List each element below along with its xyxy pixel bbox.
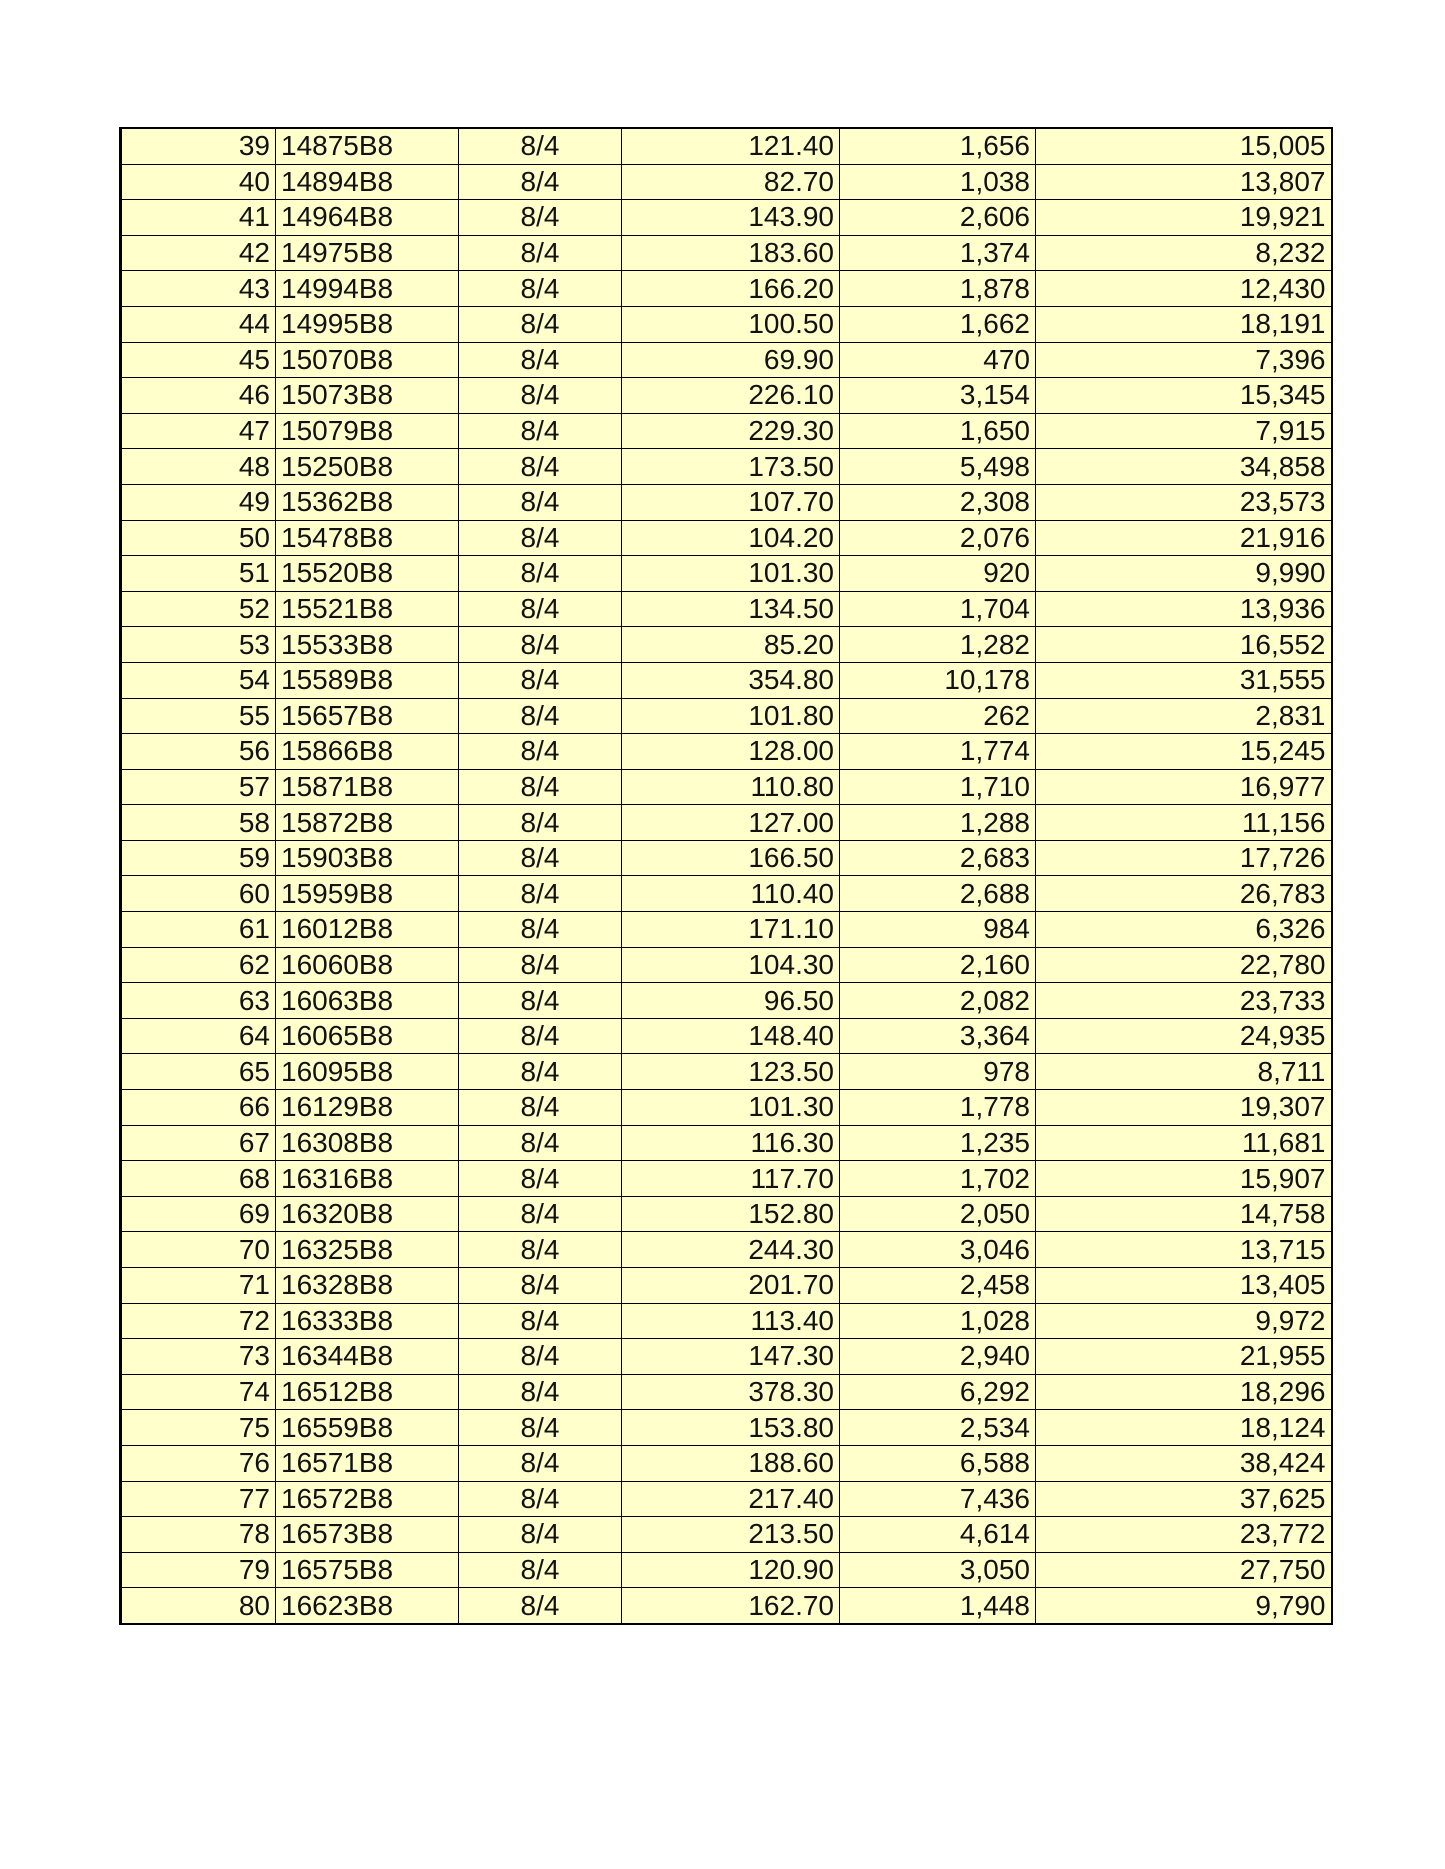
value-c-cell: 21,916 — [1036, 520, 1332, 556]
row-number-cell: 77 — [121, 1481, 276, 1517]
table-row — [121, 662, 1332, 698]
value-a-cell: 69.90 — [622, 342, 840, 378]
row-number-cell: 58 — [121, 805, 276, 841]
row-number-cell: 39 — [121, 128, 276, 164]
item-id-cell: 16572B8 — [276, 1481, 459, 1517]
item-id-cell: 15250B8 — [276, 449, 459, 485]
item-id-cell: 16559B8 — [276, 1410, 459, 1446]
thickness-cell: 8/4 — [459, 1588, 622, 1624]
value-b-cell: 3,154 — [840, 378, 1036, 414]
thickness-cell: 8/4 — [459, 734, 622, 770]
value-a-cell: 110.40 — [622, 876, 840, 912]
row-number-cell: 42 — [121, 235, 276, 271]
item-id-cell: 16129B8 — [276, 1090, 459, 1126]
value-b-cell: 3,046 — [840, 1232, 1036, 1268]
value-c-cell: 13,405 — [1036, 1268, 1332, 1304]
table-row — [121, 484, 1332, 520]
table-row — [121, 1161, 1332, 1197]
table-row — [121, 235, 1332, 271]
value-c-cell: 18,124 — [1036, 1410, 1332, 1446]
row-number-cell: 78 — [121, 1517, 276, 1553]
value-c-cell: 23,733 — [1036, 983, 1332, 1019]
item-id-cell: 16344B8 — [276, 1339, 459, 1375]
row-number-cell: 66 — [121, 1090, 276, 1126]
thickness-cell: 8/4 — [459, 1090, 622, 1126]
row-number-cell: 71 — [121, 1268, 276, 1304]
value-c-cell: 15,005 — [1036, 128, 1332, 164]
row-number-cell: 59 — [121, 840, 276, 876]
value-a-cell: 166.50 — [622, 840, 840, 876]
value-c-cell: 13,807 — [1036, 164, 1332, 200]
item-id-cell: 16063B8 — [276, 983, 459, 1019]
table-row — [121, 876, 1332, 912]
value-b-cell: 6,292 — [840, 1374, 1036, 1410]
item-id-cell: 15959B8 — [276, 876, 459, 912]
item-id-cell: 14964B8 — [276, 200, 459, 236]
table-row — [121, 200, 1332, 236]
row-number-cell: 57 — [121, 769, 276, 805]
row-number-cell: 51 — [121, 556, 276, 592]
thickness-cell: 8/4 — [459, 1374, 622, 1410]
row-number-cell: 62 — [121, 947, 276, 983]
item-id-cell: 16575B8 — [276, 1552, 459, 1588]
table-row — [121, 627, 1332, 663]
row-number-cell: 50 — [121, 520, 276, 556]
value-a-cell: 120.90 — [622, 1552, 840, 1588]
value-b-cell: 2,082 — [840, 983, 1036, 1019]
value-a-cell: 101.30 — [622, 556, 840, 592]
table-row — [121, 378, 1332, 414]
value-c-cell: 24,935 — [1036, 1018, 1332, 1054]
value-b-cell: 470 — [840, 342, 1036, 378]
value-a-cell: 153.80 — [622, 1410, 840, 1446]
table-row — [121, 556, 1332, 592]
item-id-cell: 16308B8 — [276, 1125, 459, 1161]
value-b-cell: 1,774 — [840, 734, 1036, 770]
value-c-cell: 2,831 — [1036, 698, 1332, 734]
row-number-cell: 67 — [121, 1125, 276, 1161]
value-a-cell: 116.30 — [622, 1125, 840, 1161]
value-b-cell: 2,458 — [840, 1268, 1036, 1304]
row-number-cell: 49 — [121, 484, 276, 520]
thickness-cell: 8/4 — [459, 342, 622, 378]
value-a-cell: 104.30 — [622, 947, 840, 983]
thickness-cell: 8/4 — [459, 378, 622, 414]
value-c-cell: 15,907 — [1036, 1161, 1332, 1197]
thickness-cell: 8/4 — [459, 449, 622, 485]
row-number-cell: 55 — [121, 698, 276, 734]
value-c-cell: 15,345 — [1036, 378, 1332, 414]
value-c-cell: 19,921 — [1036, 200, 1332, 236]
value-c-cell: 23,573 — [1036, 484, 1332, 520]
row-number-cell: 46 — [121, 378, 276, 414]
row-number-cell: 63 — [121, 983, 276, 1019]
value-a-cell: 127.00 — [622, 805, 840, 841]
table-row — [121, 1268, 1332, 1304]
item-id-cell: 16065B8 — [276, 1018, 459, 1054]
value-c-cell: 9,790 — [1036, 1588, 1332, 1624]
row-number-cell: 72 — [121, 1303, 276, 1339]
row-number-cell: 70 — [121, 1232, 276, 1268]
value-c-cell: 18,191 — [1036, 306, 1332, 342]
value-c-cell: 34,858 — [1036, 449, 1332, 485]
thickness-cell: 8/4 — [459, 983, 622, 1019]
value-a-cell: 104.20 — [622, 520, 840, 556]
thickness-cell: 8/4 — [459, 1339, 622, 1375]
value-b-cell: 1,288 — [840, 805, 1036, 841]
table-row — [121, 271, 1332, 307]
row-number-cell: 64 — [121, 1018, 276, 1054]
value-b-cell: 262 — [840, 698, 1036, 734]
row-number-cell: 76 — [121, 1445, 276, 1481]
item-id-cell: 16012B8 — [276, 912, 459, 948]
thickness-cell: 8/4 — [459, 1552, 622, 1588]
item-id-cell: 15070B8 — [276, 342, 459, 378]
row-number-cell: 65 — [121, 1054, 276, 1090]
item-id-cell: 15362B8 — [276, 484, 459, 520]
row-number-cell: 52 — [121, 591, 276, 627]
table-row — [121, 1196, 1332, 1232]
value-b-cell: 2,308 — [840, 484, 1036, 520]
table-row — [121, 698, 1332, 734]
value-c-cell: 37,625 — [1036, 1481, 1332, 1517]
thickness-cell: 8/4 — [459, 769, 622, 805]
value-c-cell: 23,772 — [1036, 1517, 1332, 1553]
item-id-cell: 16325B8 — [276, 1232, 459, 1268]
item-id-cell: 15478B8 — [276, 520, 459, 556]
item-id-cell: 15866B8 — [276, 734, 459, 770]
item-id-cell: 16328B8 — [276, 1268, 459, 1304]
inventory-table — [119, 127, 1333, 1625]
value-b-cell: 1,235 — [840, 1125, 1036, 1161]
value-c-cell: 31,555 — [1036, 662, 1332, 698]
value-a-cell: 183.60 — [622, 235, 840, 271]
table-row — [121, 734, 1332, 770]
value-b-cell: 3,364 — [840, 1018, 1036, 1054]
row-number-cell: 43 — [121, 271, 276, 307]
value-b-cell: 1,028 — [840, 1303, 1036, 1339]
value-b-cell: 1,448 — [840, 1588, 1036, 1624]
item-id-cell: 16623B8 — [276, 1588, 459, 1624]
value-b-cell: 1,704 — [840, 591, 1036, 627]
thickness-cell: 8/4 — [459, 1054, 622, 1090]
thickness-cell: 8/4 — [459, 876, 622, 912]
value-a-cell: 213.50 — [622, 1517, 840, 1553]
value-b-cell: 2,606 — [840, 200, 1036, 236]
value-c-cell: 26,783 — [1036, 876, 1332, 912]
table-row — [121, 1303, 1332, 1339]
thickness-cell: 8/4 — [459, 1196, 622, 1232]
row-number-cell: 53 — [121, 627, 276, 663]
value-c-cell: 12,430 — [1036, 271, 1332, 307]
table-row — [121, 1552, 1332, 1588]
row-number-cell: 40 — [121, 164, 276, 200]
item-id-cell: 15073B8 — [276, 378, 459, 414]
thickness-cell: 8/4 — [459, 413, 622, 449]
table-row — [121, 983, 1332, 1019]
value-c-cell: 9,972 — [1036, 1303, 1332, 1339]
value-b-cell: 10,178 — [840, 662, 1036, 698]
value-c-cell: 9,990 — [1036, 556, 1332, 592]
thickness-cell: 8/4 — [459, 128, 622, 164]
thickness-cell: 8/4 — [459, 1125, 622, 1161]
thickness-cell: 8/4 — [459, 306, 622, 342]
value-c-cell: 15,245 — [1036, 734, 1332, 770]
item-id-cell: 15871B8 — [276, 769, 459, 805]
value-a-cell: 244.30 — [622, 1232, 840, 1268]
thickness-cell: 8/4 — [459, 1232, 622, 1268]
value-b-cell: 1,662 — [840, 306, 1036, 342]
item-id-cell: 16316B8 — [276, 1161, 459, 1197]
row-number-cell: 44 — [121, 306, 276, 342]
item-id-cell: 14894B8 — [276, 164, 459, 200]
table-row — [121, 1125, 1332, 1161]
thickness-cell: 8/4 — [459, 200, 622, 236]
item-id-cell: 15589B8 — [276, 662, 459, 698]
value-b-cell: 1,038 — [840, 164, 1036, 200]
row-number-cell: 79 — [121, 1552, 276, 1588]
value-c-cell: 8,232 — [1036, 235, 1332, 271]
table-row — [121, 164, 1332, 200]
value-a-cell: 147.30 — [622, 1339, 840, 1375]
table-row — [121, 1018, 1332, 1054]
value-b-cell: 4,614 — [840, 1517, 1036, 1553]
thickness-cell: 8/4 — [459, 662, 622, 698]
value-b-cell: 2,683 — [840, 840, 1036, 876]
table-row — [121, 1445, 1332, 1481]
table-row — [121, 947, 1332, 983]
thickness-cell: 8/4 — [459, 556, 622, 592]
table-row — [121, 1410, 1332, 1446]
table-row — [121, 342, 1332, 378]
table-row — [121, 591, 1332, 627]
row-number-cell: 74 — [121, 1374, 276, 1410]
value-b-cell: 6,588 — [840, 1445, 1036, 1481]
value-b-cell: 2,050 — [840, 1196, 1036, 1232]
value-b-cell: 984 — [840, 912, 1036, 948]
item-id-cell: 15657B8 — [276, 698, 459, 734]
table-row — [121, 1232, 1332, 1268]
item-id-cell: 15903B8 — [276, 840, 459, 876]
row-number-cell: 61 — [121, 912, 276, 948]
value-a-cell: 201.70 — [622, 1268, 840, 1304]
value-b-cell: 2,076 — [840, 520, 1036, 556]
thickness-cell: 8/4 — [459, 271, 622, 307]
value-a-cell: 171.10 — [622, 912, 840, 948]
thickness-cell: 8/4 — [459, 947, 622, 983]
row-number-cell: 54 — [121, 662, 276, 698]
item-id-cell: 14995B8 — [276, 306, 459, 342]
value-a-cell: 101.80 — [622, 698, 840, 734]
value-c-cell: 18,296 — [1036, 1374, 1332, 1410]
item-id-cell: 14975B8 — [276, 235, 459, 271]
item-id-cell: 16333B8 — [276, 1303, 459, 1339]
table-row — [121, 769, 1332, 805]
value-a-cell: 134.50 — [622, 591, 840, 627]
value-a-cell: 113.40 — [622, 1303, 840, 1339]
value-c-cell: 38,424 — [1036, 1445, 1332, 1481]
value-b-cell: 2,688 — [840, 876, 1036, 912]
value-a-cell: 229.30 — [622, 413, 840, 449]
value-c-cell: 21,955 — [1036, 1339, 1332, 1375]
value-c-cell: 17,726 — [1036, 840, 1332, 876]
value-c-cell: 6,326 — [1036, 912, 1332, 948]
value-b-cell: 1,710 — [840, 769, 1036, 805]
table-row — [121, 805, 1332, 841]
table-body — [121, 128, 1332, 1624]
value-c-cell: 14,758 — [1036, 1196, 1332, 1232]
table-row — [121, 1374, 1332, 1410]
row-number-cell: 69 — [121, 1196, 276, 1232]
value-a-cell: 188.60 — [622, 1445, 840, 1481]
table-row — [121, 306, 1332, 342]
value-c-cell: 13,715 — [1036, 1232, 1332, 1268]
value-c-cell: 16,552 — [1036, 627, 1332, 663]
value-b-cell: 7,436 — [840, 1481, 1036, 1517]
value-a-cell: 101.30 — [622, 1090, 840, 1126]
value-b-cell: 1,778 — [840, 1090, 1036, 1126]
value-c-cell: 8,711 — [1036, 1054, 1332, 1090]
row-number-cell: 41 — [121, 200, 276, 236]
thickness-cell: 8/4 — [459, 1445, 622, 1481]
value-a-cell: 121.40 — [622, 128, 840, 164]
thickness-cell: 8/4 — [459, 627, 622, 663]
row-number-cell: 48 — [121, 449, 276, 485]
table-row — [121, 520, 1332, 556]
value-b-cell: 1,656 — [840, 128, 1036, 164]
row-number-cell: 45 — [121, 342, 276, 378]
row-number-cell: 68 — [121, 1161, 276, 1197]
table-row — [121, 1481, 1332, 1517]
table-row — [121, 1054, 1332, 1090]
item-id-cell: 14875B8 — [276, 128, 459, 164]
value-b-cell: 978 — [840, 1054, 1036, 1090]
value-a-cell: 85.20 — [622, 627, 840, 663]
row-number-cell: 75 — [121, 1410, 276, 1446]
value-a-cell: 117.70 — [622, 1161, 840, 1197]
value-a-cell: 100.50 — [622, 306, 840, 342]
thickness-cell: 8/4 — [459, 840, 622, 876]
value-b-cell: 1,650 — [840, 413, 1036, 449]
row-number-cell: 80 — [121, 1588, 276, 1624]
item-id-cell: 16512B8 — [276, 1374, 459, 1410]
table-row — [121, 1517, 1332, 1553]
item-id-cell: 16320B8 — [276, 1196, 459, 1232]
table-row — [121, 1090, 1332, 1126]
thickness-cell: 8/4 — [459, 1517, 622, 1553]
value-a-cell: 96.50 — [622, 983, 840, 1019]
thickness-cell: 8/4 — [459, 591, 622, 627]
value-b-cell: 2,160 — [840, 947, 1036, 983]
row-number-cell: 47 — [121, 413, 276, 449]
thickness-cell: 8/4 — [459, 1303, 622, 1339]
table-row — [121, 912, 1332, 948]
value-b-cell: 920 — [840, 556, 1036, 592]
table-row — [121, 449, 1332, 485]
value-b-cell: 2,940 — [840, 1339, 1036, 1375]
value-c-cell: 19,307 — [1036, 1090, 1332, 1126]
item-id-cell: 15521B8 — [276, 591, 459, 627]
value-a-cell: 152.80 — [622, 1196, 840, 1232]
item-id-cell: 16095B8 — [276, 1054, 459, 1090]
item-id-cell: 16060B8 — [276, 947, 459, 983]
item-id-cell: 15872B8 — [276, 805, 459, 841]
value-a-cell: 148.40 — [622, 1018, 840, 1054]
value-b-cell: 2,534 — [840, 1410, 1036, 1446]
item-id-cell: 16571B8 — [276, 1445, 459, 1481]
value-a-cell: 107.70 — [622, 484, 840, 520]
value-a-cell: 378.30 — [622, 1374, 840, 1410]
thickness-cell: 8/4 — [459, 1268, 622, 1304]
value-c-cell: 16,977 — [1036, 769, 1332, 805]
row-number-cell: 56 — [121, 734, 276, 770]
value-c-cell: 22,780 — [1036, 947, 1332, 983]
thickness-cell: 8/4 — [459, 805, 622, 841]
item-id-cell: 15533B8 — [276, 627, 459, 663]
thickness-cell: 8/4 — [459, 1481, 622, 1517]
value-a-cell: 162.70 — [622, 1588, 840, 1624]
value-b-cell: 1,702 — [840, 1161, 1036, 1197]
value-b-cell: 1,282 — [840, 627, 1036, 663]
thickness-cell: 8/4 — [459, 1161, 622, 1197]
thickness-cell: 8/4 — [459, 164, 622, 200]
row-number-cell: 60 — [121, 876, 276, 912]
thickness-cell: 8/4 — [459, 520, 622, 556]
thickness-cell: 8/4 — [459, 484, 622, 520]
value-a-cell: 110.80 — [622, 769, 840, 805]
value-a-cell: 217.40 — [622, 1481, 840, 1517]
value-a-cell: 82.70 — [622, 164, 840, 200]
value-a-cell: 123.50 — [622, 1054, 840, 1090]
value-c-cell: 11,681 — [1036, 1125, 1332, 1161]
value-a-cell: 173.50 — [622, 449, 840, 485]
value-c-cell: 7,915 — [1036, 413, 1332, 449]
value-a-cell: 226.10 — [622, 378, 840, 414]
value-b-cell: 1,374 — [840, 235, 1036, 271]
value-b-cell: 3,050 — [840, 1552, 1036, 1588]
value-b-cell: 1,878 — [840, 271, 1036, 307]
value-a-cell: 143.90 — [622, 200, 840, 236]
thickness-cell: 8/4 — [459, 1018, 622, 1054]
row-number-cell: 73 — [121, 1339, 276, 1375]
table-row — [121, 1339, 1332, 1375]
thickness-cell: 8/4 — [459, 912, 622, 948]
value-c-cell: 11,156 — [1036, 805, 1332, 841]
value-c-cell: 7,396 — [1036, 342, 1332, 378]
value-a-cell: 128.00 — [622, 734, 840, 770]
item-id-cell: 15520B8 — [276, 556, 459, 592]
table-row — [121, 128, 1332, 164]
value-a-cell: 166.20 — [622, 271, 840, 307]
table-row — [121, 413, 1332, 449]
thickness-cell: 8/4 — [459, 698, 622, 734]
item-id-cell: 16573B8 — [276, 1517, 459, 1553]
table-row — [121, 840, 1332, 876]
value-c-cell: 13,936 — [1036, 591, 1332, 627]
item-id-cell: 15079B8 — [276, 413, 459, 449]
value-c-cell: 27,750 — [1036, 1552, 1332, 1588]
value-a-cell: 354.80 — [622, 662, 840, 698]
thickness-cell: 8/4 — [459, 235, 622, 271]
table-row — [121, 1588, 1332, 1624]
thickness-cell: 8/4 — [459, 1410, 622, 1446]
value-b-cell: 5,498 — [840, 449, 1036, 485]
item-id-cell: 14994B8 — [276, 271, 459, 307]
